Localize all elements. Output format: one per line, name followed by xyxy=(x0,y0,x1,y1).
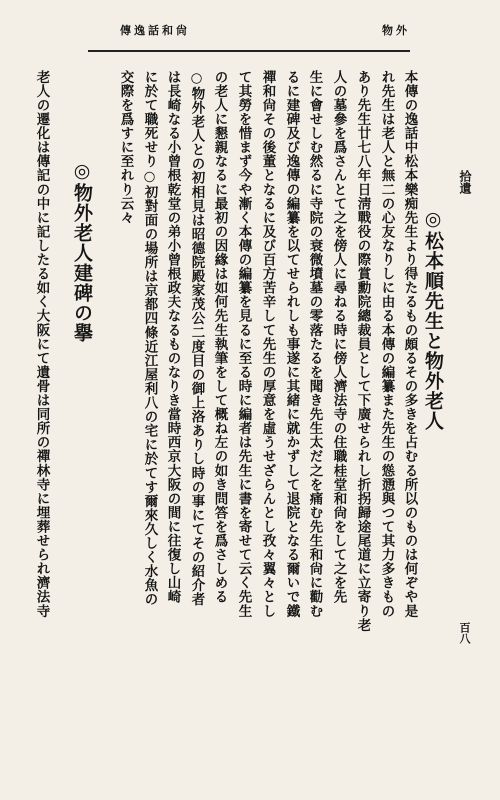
text-column: 本傳の逸話中松本樂痴先生より得たるもの頗るその多きを占むる所以のものは何ぞや是 xyxy=(401,70,418,618)
text-column: に於て職死せり○初對面の場所は京都四條近江屋利八の宅に於てす爾來久しく水魚の xyxy=(141,70,158,607)
text-column: て其勞を惜まず今や漸く本傳の編纂を見るに至る時に編者は先生に書を寄せて云く先生 xyxy=(235,70,252,618)
text-column: 禪和尙その後董となるに及び百方苦辛して先生の厚意を虛うせざらんとし孜々翼々とし xyxy=(259,70,276,618)
running-head-subject: 物外 xyxy=(382,24,410,37)
running-head-title: 傳逸話和尙 xyxy=(120,24,190,37)
text-column: 生に會せしむ然るに寺院の衰微墳墓の零落たるを聞き先生太だ之を痛む先生和尙に勸む xyxy=(306,70,323,618)
text-column: 老人の遷化は傳記の中に記したる如く大阪にて遺骨は同所の禪林寺に埋葬せられ濟法寺 xyxy=(33,70,50,618)
text-column: の老人に懇親なるに最初の因緣は如何先生執筆をして概ね左の如き問答を爲さしめる xyxy=(211,70,228,604)
text-column: ○物外老人との初相見は昭德院殿家茂公二度目の御上洛ありし時の事にてその紹介者 xyxy=(188,70,205,607)
text-column: あり先生廿七八年日淸戰役の際賞勳院總裁員として下廣せられし折拐歸途尾道に立寄り老 xyxy=(354,70,371,632)
text-column: は長崎なる小曾根乾堂の弟小曾根政夫なるものなりき當時西京大阪の間に往復し山崎 xyxy=(164,70,181,604)
section-heading-matsumoto: ◎松本順先生と物外老人 xyxy=(422,208,444,431)
section-label: 拾遺 xyxy=(458,170,472,194)
text-column: 交際を爲すに至れり云々 xyxy=(117,70,134,225)
text-column: 人の墓參を爲さんとて之を傍人に尋ねる時に傍人濟法寺の住職桂堂和尙をして之を先 xyxy=(330,70,347,604)
header-rule xyxy=(88,50,410,52)
text-column: れ先生は老人と無二の心友なりしに由る本傳の編纂また先生の慫慂與つて其力多きもの xyxy=(378,70,395,618)
text-column: るに建碑及び逸傳の編纂を以てせられしも事遂に其緒に就かずして退院となる爾いで鐵 xyxy=(283,70,300,618)
page-number: 百八 xyxy=(458,622,471,644)
section-heading-monument: ◎物外老人建碑の擧 xyxy=(71,160,93,343)
